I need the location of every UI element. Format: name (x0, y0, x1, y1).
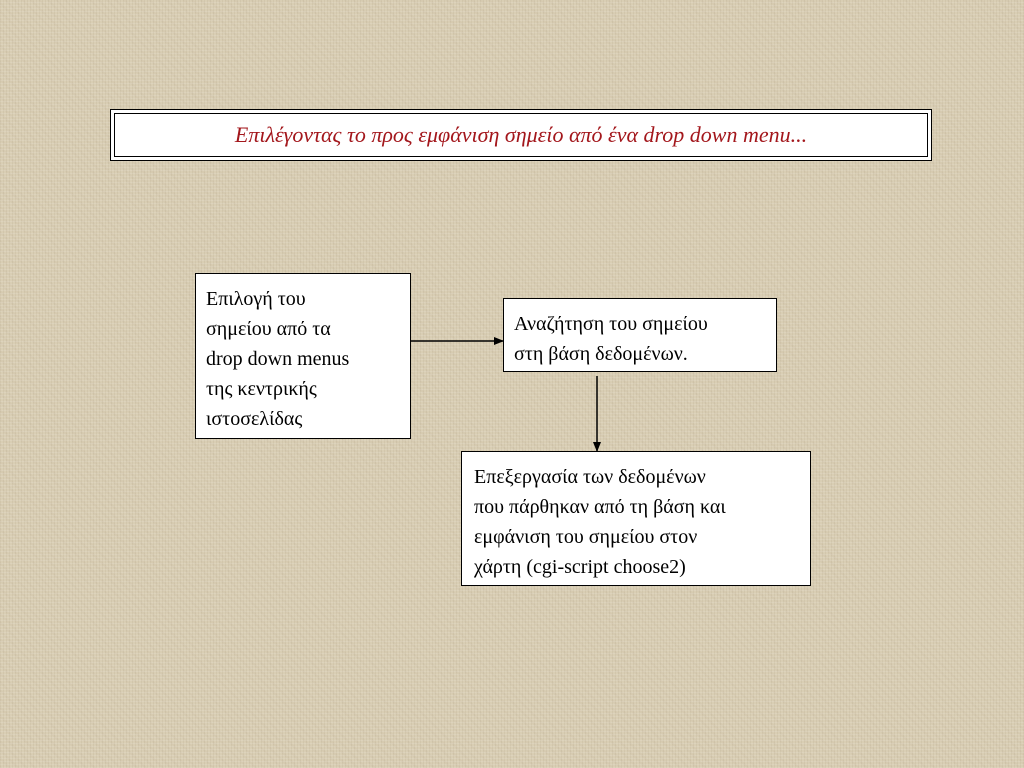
node-search-db-line: στη βάση δεδομένων. (514, 343, 688, 365)
node-select-point (195, 273, 411, 439)
title-box (110, 109, 932, 161)
node-process-display-line: χάρτη (cgi-script choose2) (474, 556, 686, 578)
page-title: Επιλέγοντας το προς εμφάνιση σημείο από ένα drop down menu... (234, 122, 808, 147)
node-select-point-line: ιστοσελίδας (206, 408, 303, 430)
node-select-point-line: της κεντρικής (206, 378, 317, 400)
node-select-point-line: drop down menus (206, 348, 350, 370)
node-search-db (503, 298, 777, 372)
node-select-point-line: Επιλογή του (206, 288, 306, 310)
node-process-display-line: που πάρθηκαν από τη βάση και (474, 496, 726, 518)
node-process-display-line: Επεξεργασία των δεδομένων (474, 466, 706, 488)
node-select-point-line: σημείου από τα (206, 318, 331, 340)
node-process-display-line: εμφάνιση του σημείου στον (474, 526, 698, 548)
node-search-db-line: Αναζήτηση του σημείου (514, 313, 708, 335)
node-process-display (461, 451, 811, 586)
